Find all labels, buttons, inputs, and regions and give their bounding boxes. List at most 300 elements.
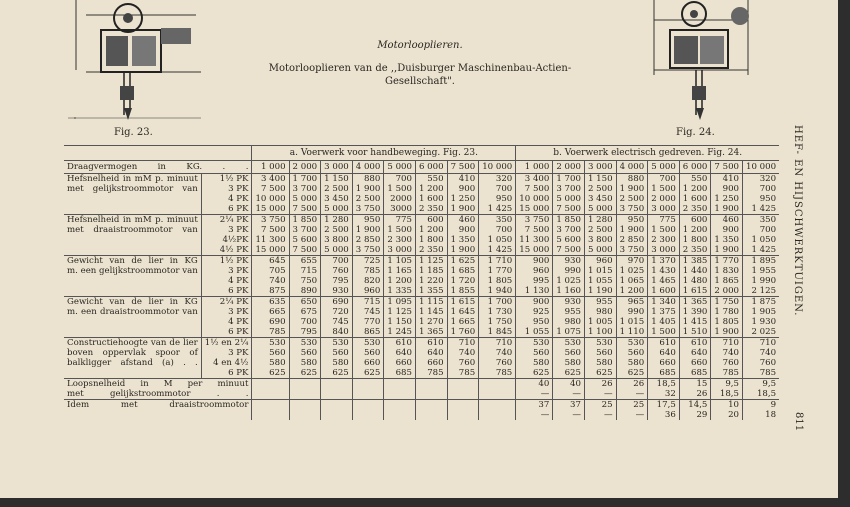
table-value: 3 750 [516,215,553,226]
table-value: 530 [289,338,321,349]
table-value: 610 [415,338,447,349]
table-value: 580 [616,358,648,368]
table-value: 1 190 [584,286,616,297]
capacity-value: 2 000 [553,161,585,174]
table-value: 3 000 [648,204,680,215]
table-value: 1 900 [711,204,743,215]
table-value: 980 [584,307,616,317]
table-value: 460 [711,215,743,226]
table-value: 1 165 [384,266,416,276]
table-value: 25 [616,400,648,411]
table-value: 925 [516,307,553,317]
table-value: 645 [252,256,289,267]
table-value: 32 [648,389,680,400]
table-value: 650 [289,297,321,308]
table-value: 610 [384,338,416,349]
table-value: 1 280 [321,215,353,226]
motor-power: 4½PK [201,235,252,245]
table-value: 410 [447,174,479,185]
table-value: 1 845 [479,327,516,338]
table-value: 1 025 [553,276,585,286]
table-value [352,410,384,420]
table-value: 2 300 [648,235,680,245]
capacity-value: 4 000 [352,161,384,174]
motor-power: 4½ PK [201,245,252,256]
table-value: 1 900 [711,245,743,256]
table-value: 580 [289,358,321,368]
row-label [64,235,201,245]
motor-power: 3 PK [201,225,252,235]
table-row [64,358,779,368]
table-value: 685 [679,368,711,379]
table-value: 760 [447,358,479,368]
capacity-value: 10 000 [743,161,780,174]
table-value: 660 [352,358,384,368]
capacity-value: 1 000 [252,161,289,174]
table-value [321,379,353,390]
table-value: 7 500 [553,245,585,256]
table-value: 2 500 [616,194,648,204]
table-value: 18,5 [648,379,680,390]
table-value: 1 015 [584,266,616,276]
table-value: 705 [252,266,289,276]
table-value: 1 075 [553,327,585,338]
table-value: 26 [616,379,648,390]
table-value: 955 [584,297,616,308]
table-value: 7 500 [252,184,289,194]
table-value: 655 [289,256,321,267]
table-value: 785 [352,266,384,276]
row-label [64,245,201,256]
table-value: — [584,410,616,420]
table-value: 900 [516,256,553,267]
table-row [64,276,779,286]
table-value: 10 [711,400,743,411]
table-value: 715 [352,297,384,308]
table-value: 3 000 [384,245,416,256]
table-value: 7 500 [553,204,585,215]
table-value: 3 750 [252,215,289,226]
table-value [384,389,416,400]
motor-power: 3 PK [201,348,252,358]
table-value: 37 [516,400,553,411]
table-row [64,204,779,215]
table-value: 1 365 [679,297,711,308]
table-value: 9,5 [743,379,780,390]
motor-power: 4 PK [201,276,252,286]
table-value: 3 700 [553,225,585,235]
table-value: 1 900 [711,327,743,338]
table-value [384,379,416,390]
table-value [252,410,289,420]
table-value: 2 350 [679,204,711,215]
table-value: 26 [679,389,711,400]
table-value: 2 500 [584,184,616,194]
table-value: 635 [252,297,289,308]
table-value [252,389,289,400]
table-value: 785 [479,368,516,379]
table-value: 1 115 [415,297,447,308]
table-value: 2 500 [321,225,353,235]
table-value: 785 [252,327,289,338]
motor-power: 4 PK [201,194,252,204]
table-value: 2 000 [711,286,743,297]
table-value [384,410,416,420]
table-value: 17,5 [648,400,680,411]
table-value: 1 430 [648,266,680,276]
table-row [64,266,779,276]
row-label: m. een gelijkstroommotor van [67,266,198,276]
table-value: 1 940 [479,286,516,297]
table-value: 1 465 [648,276,680,286]
table-value: 785 [415,368,447,379]
row-label: Idem met draaistroommotor [64,400,252,411]
table-value: 29 [679,410,711,420]
table-value: 2000 [384,194,416,204]
row-label: m. een draaistroommotor van [67,307,198,317]
capacity-value: 7 500 [447,161,479,174]
table-value: — [516,410,553,420]
table-value: 1 250 [711,194,743,204]
table-value: 7 500 [289,245,321,256]
table-value: 760 [711,358,743,368]
table-value: 1 875 [743,297,780,308]
table-value: 950 [352,215,384,226]
table-value: 640 [384,348,416,358]
table-row [64,174,779,185]
table-value [447,400,479,411]
table-value: 700 [479,184,516,194]
table-value: 745 [352,307,384,317]
motor-power: 1½ PK [201,256,252,267]
table-value: 5 600 [289,235,321,245]
motor-power: 2¼ PK [201,297,252,308]
group-a-header: a. Voerwerk voor handbeweging. Fig. 23. [252,146,516,161]
table-value: 1 105 [384,256,416,267]
table-value: 1 200 [384,276,416,286]
table-value: 1 335 [384,286,416,297]
table-value: 1 405 [648,317,680,327]
table-value: 665 [252,307,289,317]
row-label: Gewicht van de lier in KG [64,256,201,267]
motor-power: 6 PK [201,327,252,338]
table-value: 875 [252,286,289,297]
table-value: 820 [352,276,384,286]
table-value: 950 [479,194,516,204]
page-edge-bottom [0,498,850,507]
table-value: 460 [447,215,479,226]
table-value: 950 [616,215,648,226]
table-value: 960 [352,286,384,297]
capacity-value: 6 000 [415,161,447,174]
table-row [64,245,779,256]
table-value: 785 [711,368,743,379]
table-value: 950 [743,194,780,204]
table-value: 675 [289,307,321,317]
table-value: 1 150 [321,174,353,185]
table-value: 770 [352,317,384,327]
row-label: Gewicht van de lier in KG [64,297,201,308]
row-label: Hefsnelheid in mM p. minuut [67,174,198,184]
table-value: 1 130 [516,286,553,297]
table-row [64,379,779,390]
table-value: 1 500 [384,184,416,194]
table-value: 1 850 [553,215,585,226]
table-value: 550 [415,174,447,185]
table-value: 785 [743,368,780,379]
table-value: 1 865 [711,276,743,286]
table-row [64,389,779,400]
table-value: 1 930 [743,317,780,327]
table-value: 880 [616,174,648,185]
table-value: 5 000 [584,245,616,256]
table-value: 1 150 [384,317,416,327]
table-value [321,389,353,400]
subtitle-line-1: Motorlooplieren van de ,,Duisburger Maschinenbau-Actien- [268,63,572,74]
table-value: 1 700 [553,174,585,185]
table-value: 530 [321,338,353,349]
table-row [64,235,779,245]
table-value [289,410,321,420]
table-value: 3000 [384,204,416,215]
table-value: 14,5 [679,400,711,411]
table-value: 1 500 [648,225,680,235]
table-value: 930 [321,286,353,297]
row-label: boven oppervlak spoor of [67,348,198,358]
table-value: 3 000 [648,245,680,256]
table-value: 1 760 [447,327,479,338]
group-b-header: b. Voerwerk electrisch gedreven. Fig. 24. [516,146,779,161]
table-value: 1 185 [415,266,447,276]
table-value: 1 510 [679,327,711,338]
table-value: 1 110 [616,327,648,338]
table-value: 3 700 [553,184,585,194]
table-value: 1 160 [553,286,585,297]
table-value: 15 000 [516,204,553,215]
table-value: 3 750 [616,204,648,215]
table-row [64,317,779,327]
row-label [64,317,201,327]
table-value: 1 065 [616,276,648,286]
table-value: 700 [479,225,516,235]
table-value: 1 750 [711,297,743,308]
motor-power: 6 PK [201,368,252,379]
table-value: 1 250 [447,194,479,204]
motor-power: 4 PK [201,317,252,327]
table-value: 580 [553,358,585,368]
row-label [64,276,201,286]
table-value: 10 000 [516,194,553,204]
table-value: 26 [584,379,616,390]
table-row [64,215,779,226]
table-value: 600 [679,215,711,226]
table-value: 1 425 [743,204,780,215]
table-value: 18,5 [711,389,743,400]
table-value: 3 750 [352,245,384,256]
table-value [415,400,447,411]
table-value [415,379,447,390]
table-value: 600 [415,215,447,226]
table-value: 3 400 [516,174,553,185]
table-value: 1 750 [479,317,516,327]
table-value: — [553,410,585,420]
table-value: 3 700 [289,184,321,194]
table-value [352,389,384,400]
table-value: 5 000 [584,204,616,215]
table-row [64,400,779,411]
table-value: 320 [743,174,780,185]
blank-cell [64,146,252,161]
group-header-row [64,146,779,161]
table-value: 320 [479,174,516,185]
table-value: 750 [289,276,321,286]
table-value: 785 [447,368,479,379]
table-value: 10 000 [252,194,289,204]
table-value: 1 710 [479,256,516,267]
table-value: 930 [553,256,585,267]
table-value: 1 645 [447,307,479,317]
table-value: 710 [479,338,516,349]
row-label: met draaistroommotor van [67,225,198,235]
table-value: 1 050 [743,235,780,245]
table-value [289,379,321,390]
table-value: 1 100 [584,327,616,338]
table-value: 1 425 [743,245,780,256]
table-value: 15 000 [516,245,553,256]
table-value: 580 [516,358,553,368]
table-value: 560 [289,348,321,358]
table-value: 1 340 [648,297,680,308]
table-value: 1 440 [679,266,711,276]
table-value: 1 220 [415,276,447,286]
table-value: 3 700 [289,225,321,235]
table-value: 760 [321,266,353,276]
table-value: 950 [516,317,553,327]
table-value [479,410,516,420]
table-value [415,410,447,420]
table-value: 660 [679,358,711,368]
table-value: 660 [384,358,416,368]
table-value: 2 125 [743,286,780,297]
table-value: 1 050 [479,235,516,245]
table-value: 7 500 [516,225,553,235]
table-value [352,379,384,390]
table-value: 690 [321,297,353,308]
table-value [479,400,516,411]
table-row [64,410,779,420]
row-label: Constructiehoogte van de lier [64,338,201,349]
table-value [415,389,447,400]
table-value: 5 000 [321,204,353,215]
table-value: 1 830 [711,266,743,276]
table-value: 625 [289,368,321,379]
table-value: 1 125 [415,256,447,267]
table-value: 1 245 [384,327,416,338]
table-value: 1 365 [415,327,447,338]
table-value: 710 [447,338,479,349]
table-value: 530 [553,338,585,349]
table-value: 1 900 [616,184,648,194]
page-subtitle [250,62,590,88]
table-row [64,327,779,338]
table-value: 1 005 [584,317,616,327]
row-label [64,286,201,297]
table-value: 745 [321,317,353,327]
table-value: 550 [679,174,711,185]
table-value: 1 600 [679,194,711,204]
table-value: 720 [321,307,353,317]
figure-23-label: Fig. 23. [114,127,153,138]
table-value: 1 125 [384,307,416,317]
table-value: 1 390 [679,307,711,317]
table-value: 3 800 [584,235,616,245]
table-value: 700 [743,225,780,235]
table-value: 625 [252,368,289,379]
table-value: 7 500 [252,225,289,235]
table-value: 715 [289,266,321,276]
table-value: 795 [289,327,321,338]
capacity-value: 7 500 [711,161,743,174]
table-value: 1 770 [479,266,516,276]
table-value: 865 [352,327,384,338]
row-label: met gelijkstroommotor . . [67,389,249,399]
table-value: 2 350 [679,245,711,256]
table-value: 700 [289,317,321,327]
table-value: 880 [352,174,384,185]
motor-power: 1½ en 2¼ [201,338,252,349]
table-value [447,389,479,400]
row-label [64,194,201,204]
table-value: 1 600 [648,286,680,297]
table-value: 1 990 [743,276,780,286]
table-value: 990 [553,266,585,276]
table-value: 1 200 [415,225,447,235]
motor-power: 3 PK [201,266,252,276]
table-value: 1 200 [679,184,711,194]
table-value: 625 [516,368,553,379]
table-value: 700 [384,174,416,185]
table-value: 15 [679,379,711,390]
table-value: 7 500 [516,184,553,194]
table-value: 710 [743,338,780,349]
table-value: 2 000 [648,194,680,204]
table-value: 1 615 [679,286,711,297]
table-value: 1 500 [384,225,416,235]
table-value: 1 200 [679,225,711,235]
table-value: 560 [584,348,616,358]
row-label [64,410,252,420]
table-value: 1 905 [743,307,780,317]
table-value: 640 [679,348,711,358]
table-value [321,400,353,411]
table-value: 1 625 [447,256,479,267]
table-value [384,400,416,411]
table-value: 1 095 [384,297,416,308]
table-value: 37 [553,400,585,411]
table-value [252,379,289,390]
table-value: 2 025 [743,327,780,338]
table-value: 740 [447,348,479,358]
table-row [64,184,779,194]
figure-24-label: Fig. 24. [676,127,715,138]
table-value: 740 [479,348,516,358]
table-value: 700 [743,184,780,194]
table-value: 1 900 [447,204,479,215]
table-value: 900 [447,225,479,235]
table-value: 1 480 [679,276,711,286]
table-value: 1 350 [711,235,743,245]
motor-power: 4 en 4½ [201,358,252,368]
